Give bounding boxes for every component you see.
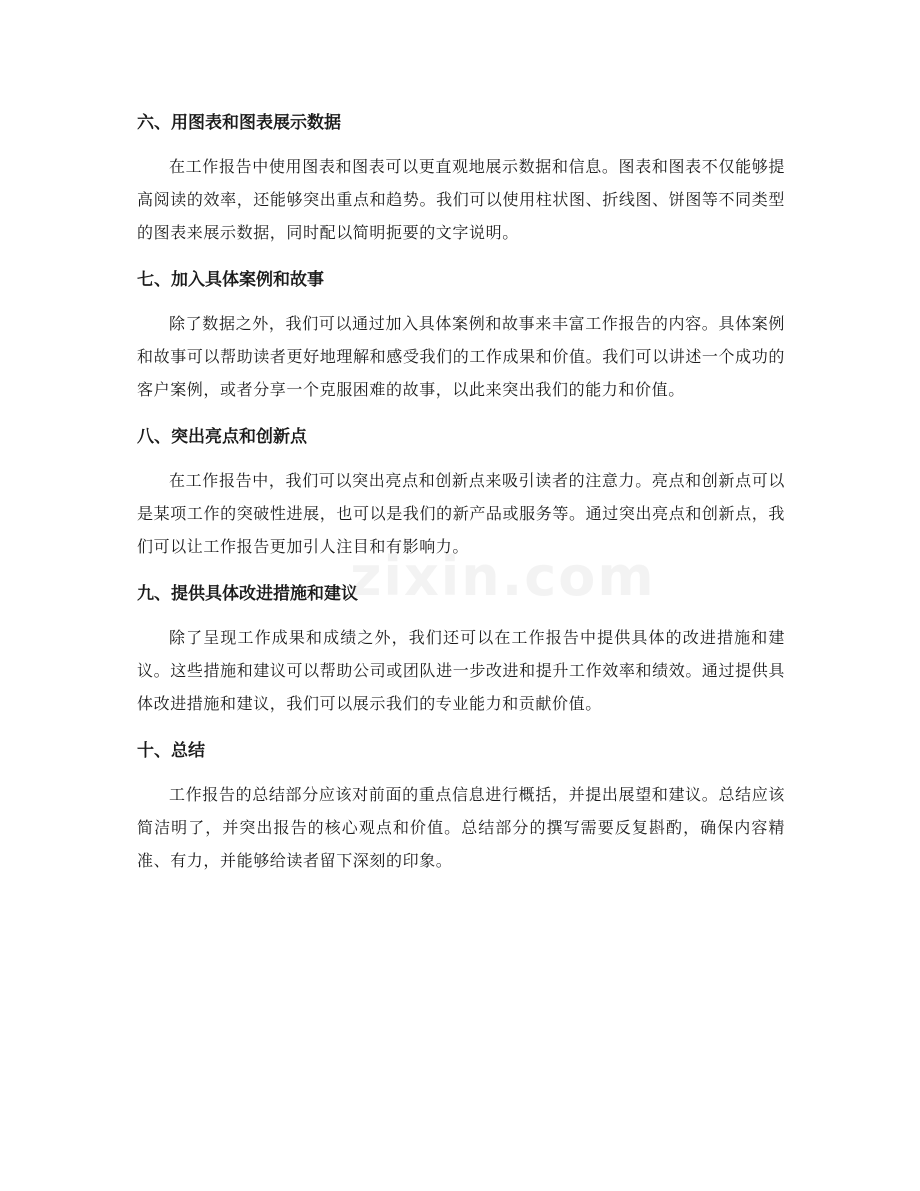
watermark: zixin.com xyxy=(350,545,656,608)
section-paragraph: 工作报告的总结部分应该对前面的重点信息进行概括，并提出展望和建议。总结应该简洁明了，并突出报告的核心观点和价值。总结部分的撰写需要反复斟酌，确保内容精准、有力，并能够给读者留下深刻的印象。 xyxy=(137,785,785,870)
section-paragraph: 除了呈现工作成果和成绩之外，我们还可以在工作报告中提供具体的改进措施和建议。这些措施和建议可以帮助公司或团队进一步改进和提升工作效率和绩效。通过提供具体改进措施和建议，我们可以展示我们的专业能力和贡献价值。 xyxy=(137,628,785,713)
document-content xyxy=(137,108,785,893)
section-heading: 十、总结 xyxy=(137,741,205,761)
section-8 xyxy=(137,422,785,563)
section-heading: 七、加入具体案例和故事 xyxy=(137,270,324,290)
section-paragraph: 除了数据之外，我们可以通过加入具体案例和故事来丰富工作报告的内容。具体案例和故事可以帮助读者更好地理解和感受我们的工作成果和价值。我们可以讲述一个成功的客户案例，或者分享一个克服困难的故事，以此来突出我们的能力和价值。 xyxy=(137,314,785,399)
section-heading: 八、突出亮点和创新点 xyxy=(137,427,307,447)
section-paragraph: 在工作报告中，我们可以突出亮点和创新点来吸引读者的注意力。亮点和创新点可以是某项工作的突破性进展，也可以是我们的新产品或服务等。通过突出亮点和创新点，我们可以让工作报告更加引人注目和有影响力。 xyxy=(137,471,785,556)
section-6 xyxy=(137,108,785,249)
section-9 xyxy=(137,579,785,720)
section-10 xyxy=(137,736,785,877)
section-heading: 九、提供具体改进措施和建议 xyxy=(137,584,358,604)
section-heading: 六、用图表和图表展示数据 xyxy=(137,113,341,133)
section-7 xyxy=(137,265,785,406)
section-paragraph: 在工作报告中使用图表和图表可以更直观地展示数据和信息。图表和图表不仅能够提高阅读的效率，还能够突出重点和趋势。我们可以使用柱状图、折线图、饼图等不同类型的图表来展示数据，同时配以简明扼要的文字说明。 xyxy=(137,157,785,242)
